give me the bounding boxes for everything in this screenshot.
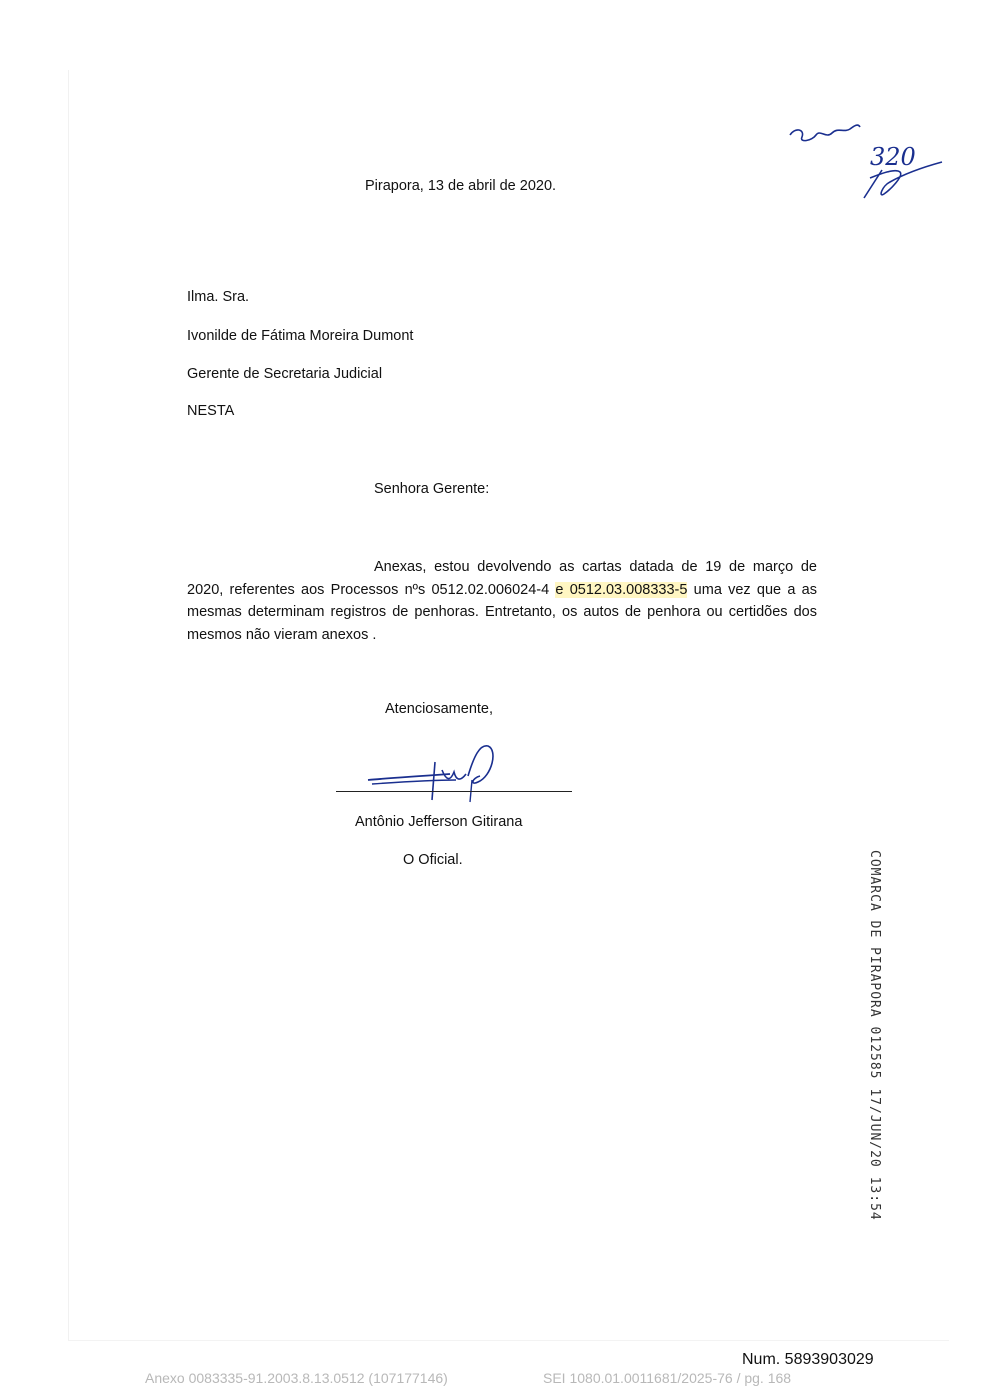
stamp-text: COMARCA DE PIRAPORA 012585 17/JUN/20 13:54	[867, 850, 882, 1221]
letter-body	[187, 556, 817, 646]
highlighted-process-number: e 0512.03.008333-5	[555, 581, 688, 598]
body-text-part2: uma vez que a as mesmas determinam registros de penhoras. Entretanto, os autos de penhora ou certidões dos mesmos não vieram anexos .	[187, 581, 817, 643]
footer-sei-reference: SEI 1080.01.0011681/2025-76 / pg. 168	[543, 1370, 792, 1386]
signer-name: Antônio Jefferson Gitirana	[355, 814, 523, 830]
scan-border	[68, 70, 949, 1341]
signature-line	[336, 791, 572, 792]
recipient-title: Gerente de Secretaria Judicial	[187, 366, 383, 382]
handwritten-signature	[360, 740, 510, 810]
handwritten-annotation	[780, 100, 950, 210]
closing: Atenciosamente,	[385, 701, 494, 717]
receipt-stamp	[862, 850, 882, 1221]
recipient-salutation: Ilma. Sra.	[187, 289, 250, 305]
body-text-part1: Anexas, estou devolvendo as cartas datada de 19 de março de 2020, referentes aos Processos nºs 0512.02.006024-4	[187, 559, 817, 598]
place-date: Pirapora, 13 de abril de 2020.	[365, 178, 557, 194]
annotation-number: 320	[870, 143, 916, 171]
greeting: Senhora Gerente:	[374, 481, 490, 497]
recipient-name: Ivonilde de Fátima Moreira Dumont	[187, 328, 414, 344]
footer-annex-reference: Anexo 0083335-91.2003.8.13.0512 (107177146)	[145, 1370, 448, 1386]
document-number: Num. 5893903029	[742, 1351, 874, 1368]
signer-role: O Oficial.	[403, 852, 463, 868]
recipient-location: NESTA	[187, 403, 235, 419]
